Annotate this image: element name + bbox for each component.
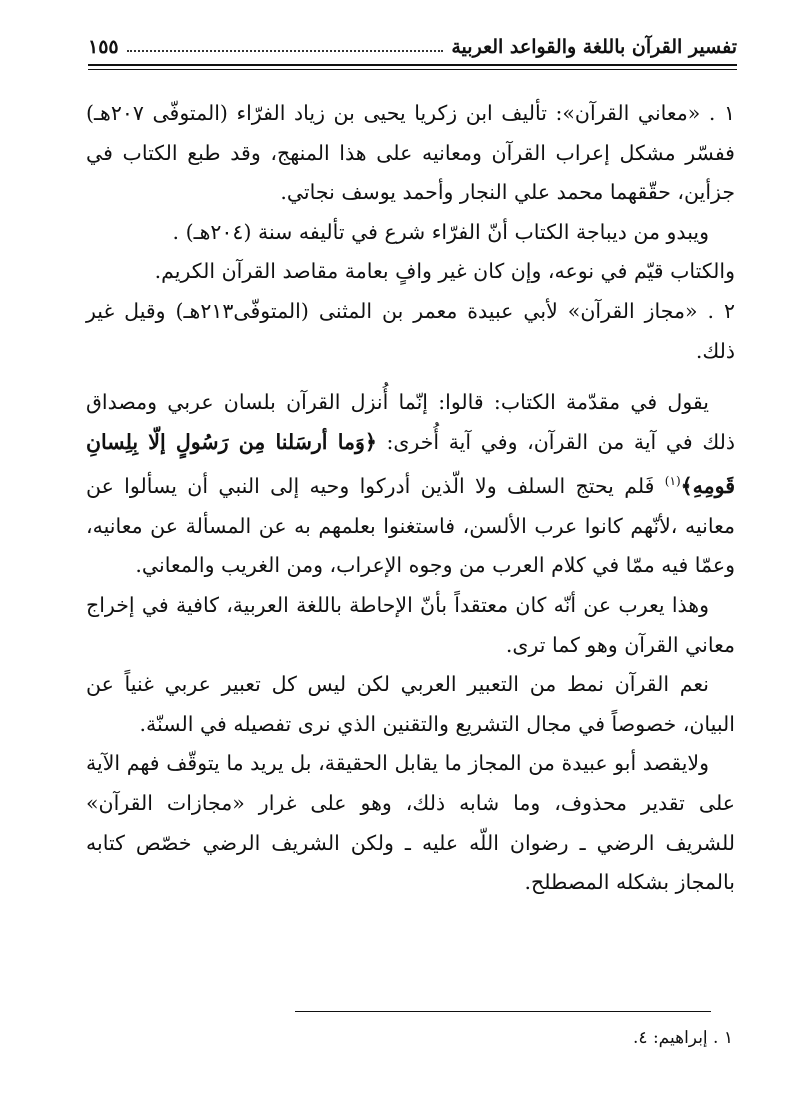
main-text [86, 94, 735, 903]
paragraph-7: نعم القرآن نمط من التعبير العربي لكن ليس كل تعبير عربي غنياً عن البيان، خصوصاً في مجال التشريع والتقنين الذي نرى تفصيله في السنّة. [86, 672, 735, 736]
dot-leader [127, 50, 444, 52]
paragraph-2: ويبدو من ديباجة الكتاب أنّ الفرّاء شرع في تأليفه سنة (٢٠٤هـ) . [172, 219, 709, 244]
footnote-rule [295, 1011, 711, 1012]
paragraph-3: والكتاب قيّم في نوعه، وإن كان غير وافٍ بعامة مقاصد القرآن الكريم. [154, 259, 735, 284]
paragraph-5-rest: فَلم يحتج السلف ولا الّذين أدركوا وحيه إلى النبي أن يسألوا عن معانيه ،لأنّهم كانوا عرب الألسن، فاستغنوا بعلمهم به عن المسألة عن معانيه، وعمّا فيه ممّا في كلام العرب من وجوه الإعراب، ومن الغريب والمعاني. [86, 474, 735, 578]
paragraph-5-intro: يقول في مقدّمة الكتاب: قالوا: إنّما أُنزل القرآن بلسان عربي ومصداق ذلك في آية من القرآن، وفي آية أُخرى: [86, 390, 735, 454]
paragraph-6: وهذا يعرب عن أنّه كان معتقداً بأنّ الإحاطة باللغة العربية، كافية في إخراج معاني القرآن وهو كما ترى. [86, 592, 735, 657]
quran-verse: ﴿وَما أرسَلنا مِن رَسُولٍ إلّا بِلِسانِ قَومِهِ﴾ [86, 429, 735, 499]
running-title: تفسير القرآن باللغة والقواعد العربية [451, 36, 737, 58]
page-number: ١٥٥ [88, 36, 119, 58]
paragraph-4: ٢ . «مجاز القرآن» لأبي عبيدة معمر بن المثنى (المتوفّى٢١٣هـ) وقيل غير ذلك. [86, 298, 735, 363]
footnote-ref[interactable]: (١) [664, 474, 681, 489]
running-header [88, 30, 737, 58]
paragraph-5 [86, 383, 735, 586]
paragraph-1: ١ . «معاني القرآن»: تأليف ابن زكريا يحيى بن زياد الفرّاء (المتوفّى ٢٠٧هـ) ففسّر مشكل إعراب القرآن ومعانيه على هذا المنهج، وقد طبع الكتاب في جزأين، حقّقهما محمد علي النجار وأحمد يوسف نجاتي. [86, 101, 735, 205]
header-rule-thin [88, 69, 737, 70]
footnote: ١ . إبراهيم: ٤. [633, 1028, 733, 1048]
paragraph-8: ولايقصد أبو عبيدة من المجاز ما يقابل الحقيقة، بل يريد ما يتوقّف فهم الآية على تقدير محذوف، وما شابه ذلك، وهو على غرار «مجازات القرآن» للشريف الرضي ـ رضوان اللّه عليه ـ ولكن الشريف الرضي خصّص كتابه بالمجاز بشكله المصطلح. [86, 751, 735, 895]
header-rule-thick [88, 64, 737, 66]
